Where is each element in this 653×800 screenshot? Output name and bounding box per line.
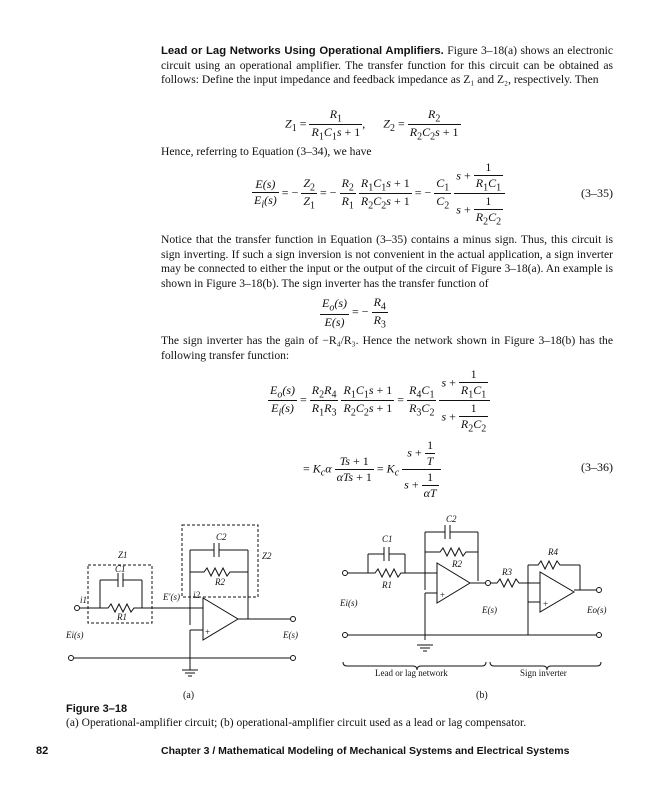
equation-3-35: $\frac{E(s)}{E_i(s)}$ = − $\frac{Z_2}{Z_1}$ = − $\frac{R_2}{R_1}$ $\frac{R_1C_1s + 1}{R_2C_2s + 1}$ = − $\frac{C_1}{C_2}$ s + $\frac{1}{R_1C_1}$ s + $\frac{1}{R_2C_2}$ — [252, 160, 505, 228]
svg-text:+: + — [543, 599, 549, 609]
label-eo: Eo(s) — [587, 605, 607, 615]
section-heading: Lead or Lag Networks Using Operational Amplifiers. — [161, 45, 444, 57]
lead-lag-label: Lead or lag network — [375, 668, 448, 678]
label-z1: Z1 — [118, 550, 128, 560]
equation-number-3-35: (3–35) — [581, 186, 613, 200]
sub-label-a: (a) — [183, 690, 195, 701]
label-r1-a: R1 — [117, 612, 127, 622]
intro-text: Figure 3–18(a) shows an electronic circuit using an operational amplifier. The transfer function for this circuit can be obtained as follows: Define the input impedance and feedback impedance as Z₁ and Z₂, respectively. Then — [161, 44, 613, 87]
equation-3-36: = $K_c\alpha$ $\frac{Ts + 1}{\text{αTs + 1}}$ = $K_c$ s + $\frac{1}{T}$ s + $\frac{1}{\alpha T}$ — [303, 438, 441, 501]
label-e-b: E(s) — [482, 605, 497, 615]
figure-3-18 — [0, 510, 653, 710]
chapter-title: Chapter 3 / Mathematical Modeling of Mechanical Systems and Electrical Systems — [161, 745, 570, 757]
page-number: 82 — [36, 745, 49, 757]
svg-text:+: + — [205, 627, 211, 637]
label-r2-a: R2 — [215, 577, 225, 587]
label-r2-b: R2 — [452, 559, 462, 569]
label-z2: Z2 — [262, 551, 272, 561]
label-c2-a: C2 — [216, 532, 227, 542]
label-c1-b: C1 — [382, 534, 393, 544]
label-i1: i1 — [80, 595, 88, 605]
label-e-a: E(s) — [283, 630, 298, 640]
label-r4: R4 — [548, 547, 558, 557]
paragraph-intro — [161, 44, 613, 88]
figure-caption: (a) Operational-amplifier circuit; (b) operational-amplifier circuit used as a lead or lag compensator. — [66, 717, 527, 729]
label-r1-b: R1 — [382, 580, 392, 590]
label-c1-a: C1 — [115, 564, 126, 574]
full-transfer-function: $\frac{E_o(s)}{E_i(s)}$ = $\frac{R_2R_4}{R_1R_3}$ $\frac{R_1C_1s + 1}{R_2C_2s + 1}$ = $\frac{R_4C_1}{R_3C_2}$ s + $\frac{1}{R_1C_1}$ s + $\frac{1}{R_2C_2}$ — [268, 367, 490, 435]
figure-label: Figure 3–18 — [66, 703, 128, 715]
sign-inverter-label: Sign inverter — [520, 668, 567, 678]
label-ei-b: Ei(s) — [340, 598, 358, 608]
paragraph-hence: Hence, referring to Equation (3–34), we have — [161, 145, 372, 158]
label-c2-b: C2 — [446, 514, 457, 524]
sign-inverter-equation: $\frac{E_o(s)}{E(s)}$ = − $\frac{R_4}{R_3}$ — [322, 295, 386, 331]
impedance-definitions: $Z_1$ = $\frac{R_1}{R_1C_1s + 1}$ , $Z_2$ = $\frac{R_2}{R_2C_2s + 1}$ — [285, 107, 459, 143]
label-ei-a: Ei(s) — [66, 630, 84, 640]
paragraph-notice: Notice that the transfer function in Equation (3–35) contains a minus sign. Thus, this circuit is sign inverting. If such a sign inversion is not convenient in the actual application, a sign inverter may be connected to either the input or the output of the circuit of Figure 3–18(a). An example is shown in Figure 3–18(b). The sign inverter has the transfer function of — [161, 233, 613, 290]
label-r3: R3 — [502, 567, 512, 577]
equation-number-3-36: (3–36) — [581, 460, 613, 474]
label-eprime: E′(s) — [163, 592, 180, 602]
sub-label-b: (b) — [476, 690, 488, 701]
svg-text:+: + — [440, 590, 446, 600]
paragraph-gain: The sign inverter has the gain of −R₄/R₃. Hence the network shown in Figure 3–18(b) has the following transfer function: — [161, 334, 613, 362]
label-i2: i2 — [193, 590, 201, 600]
